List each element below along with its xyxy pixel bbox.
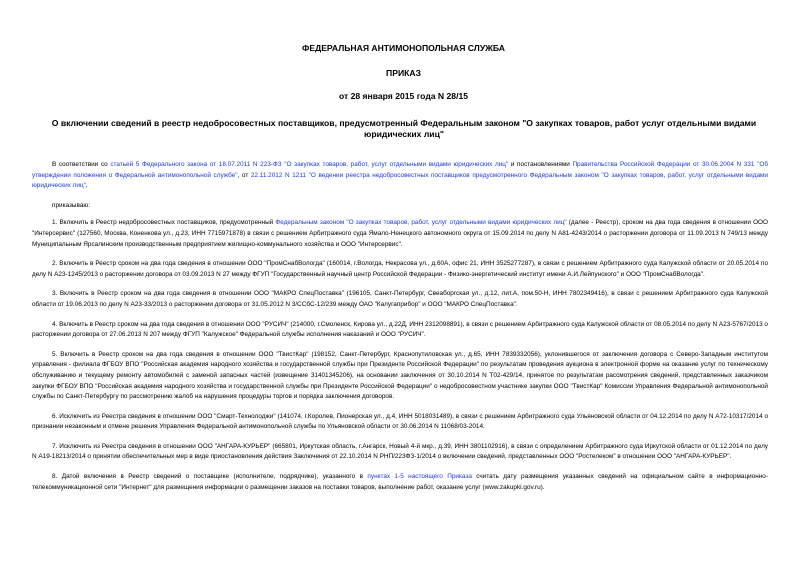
document-type: ПРИКАЗ — [386, 68, 421, 78]
item-4: 4. Включить в Реестр сроком на два года сведения в отношении ООО "РУСИЧ" (214000, г.Смоленск, Кирова ул., д.22Д, ИНН 2312098891), в связи с решением Арбитражного суда Калужской области от 08.05.2014 по делу N А23-5767/2013 о расторжении договора от 27.06.2013 N 207 между ФГУП "Калужское" Федеральной службы исполнения наказаний и ООО "РУСИЧ". — [32, 320, 768, 339]
law-link-223fz-item[interactable]: Федеральным законом "О закупках товаров, работ, услуг отдельными видами юридических лиц" — [275, 219, 567, 227]
item-text: 1. Включить в Реестр недобросовестных поставщиков, предусмотренный — [52, 219, 276, 227]
item-2: 2. Включить в Реестр сроком на два года сведения в отношении ООО "ПромСнабВологда" (160014, г.Вологда, Некрасова ул., д.60А, офис 21, ИНН 3525277287), в связи с решением Арбитражного суда Калужской области от 20.05.2014 по делу N А23-1245/2013 о расторжении договора от 03.09.2013 N 27 между ФГУП "Государственный научный центр Российской Федерации - Физико-энергетический институт имени А.И.Лейпунского" и ООО "ПромСнабВологда". — [32, 260, 768, 278]
preamble-text: , от — [237, 171, 251, 179]
order-word: приказываю: — [52, 201, 90, 209]
law-link-1211[interactable]: 22.11.2012 N 1211 "О ведении реестра недобросовестных поставщиков предусмотренного Федеральным законом "О закупках товаров, работ, услуг отдельными видами юридических лиц" — [32, 171, 769, 190]
document-subject: О включении сведений в реестр недобросовестных поставщиков, предусмотренный Федеральным законом "О закупках товаров, работ услуг отдельными видами юридических лиц" — [51, 118, 757, 139]
document-body — [32, 160, 768, 493]
law-link-331[interactable]: Правительства Российской Федерации от 30.06.2004 N 331 "Об утверждении положения о Федеральной антимонопольной службе" — [32, 161, 768, 179]
law-link-223fz[interactable]: статьей 5 Федерального закона от 18.07.2011 N 223-ФЗ "О закупках товаров, работ, услуг отдельными видами юридических лиц" — [110, 161, 509, 168]
item-5: 5. Включить в Реестр сроком на два года сведения в отношении ООО "ТвистКар" (198152, Санкт-Петербург, Краснопутиловская ул., д.65, ИНН 7839332056), уклонившегося от заключения договора с Северо-Западным институтом управления - филиала ФГБОУ ВПО "Российская академия народного хозяйства и государственной службы при Президенте Российской Федерации" по результатам проведения аукциона в электронной форме на оказание услуг по техническому обслуживанию и текущему ремонту автомобилей с заменой запасных частей (извещение 31401345206), на основании заключения от 30.10.2014 N Т02-429/14, принятое по результатам рассмотрения сведений, представленных заказчиком закупки ФГБОУ ВПО "Российская академия народного хозяйства и государственной службы при Президенте Российской Федерации" о недобросовестном участнике закупки ООО "ТвистКар" Комиссии Управления Федеральной антимонопольной службы по Санкт-Петербургу по рассмотрению жалоб на нарушения процедуры торгов и порядка заключения договоров. — [32, 350, 768, 401]
item-1 — [32, 218, 768, 250]
item-text: считать дату размещения указанных сведений на официальном сайте в информационно-телекоммуникационной сети "Интернет" для размещения информации о размещении заказов на поставки товаров, выполнение работ, оказание услуг (www.zakupki.gov.ru). — [32, 473, 768, 491]
item-text: 8. Датой включения в Реестр сведений о поставщике (исполнителе, подрядчике), указанного в — [52, 473, 368, 481]
preamble — [32, 160, 768, 192]
item-8 — [32, 472, 768, 493]
item-text: (далее - Реестр), сроком на два года сведения в отношении ООО "Интерсервис" (127560, Москва, Коненкова ул., д.23, ИНН 7715971878) в связи с решением Арбитражного суда Ямало-Ненецкого автономного округа от 15.09.2014 по делу N А81-4243/2014 о расторжении договора от 11.09.2013 N 749/13 между Муниципальным Ярсалинским производственным предприятием жилищно-коммунального хозяйства и ООО "Интерсервис". — [32, 219, 768, 248]
preamble-text: В соответствии со — [52, 161, 111, 168]
issuing-authority: ФЕДЕРАЛЬНАЯ АНТИМОНОПОЛЬНАЯ СЛУЖБА — [302, 43, 505, 53]
item-6: 6. Исключить из Реестра сведения в отношении ООО "Смарт-Технолоджи" (141074, г.Королев, Пионерская ул., д.4, ИНН 5018031489), в связи с решением Арбитражного суда Ульяновской области от 04.12.2014 по делу N А72-10317/2014 о признании незаконным и отмене решения Управления Федеральной антимонопольной службы по Ульяновской области от 30.06.2014 N 11068/03-2014. — [32, 412, 768, 431]
document-date-number: от 28 января 2015 года N 28/15 — [338, 91, 469, 101]
preamble-text: и постановлениями — [508, 161, 573, 168]
order-items-link[interactable]: пунктах 1-5 настоящего Приказа — [367, 473, 472, 481]
item-7: 7. Исключить из Реестра сведения в отношении ООО "АНГАРА-КУРЬЕР" (665801, Иркутская область, г.Ангарск, Новый 4-й мкр., д.39, ИНН 3801102916), в связи с определением Арбитражного суда Иркутской области от 01.12.2014 по делу N А19-18213/2014 о принятии обеспечительных мер в виде приостановления действия Заключения от 22.10.2014 N РНП/223ФЗ-1/2014 о включении сведений, представленных ООО "Ростелеком" в отношении ООО "АНГАРА-КУРЬЕР". — [32, 442, 768, 461]
item-3: 3. Включить в Реестр сроком на два года сведения в отношении ООО "МАКРО СпецПоставка" (196105, Санкт-Петербург, Свеаборгская ул., д.12, лит.А, пом.50-Н, ИНН 7802349416), в связи с решением Арбитражного суда Калужской области от 19.06.2013 по делу N А23-33/2013 о расторжении договора от 31.05.2012 N 3/ССбС-12/239 между ОАО "Калугаприбор" и ООО "МАКРО СпецПоставка". — [32, 290, 768, 308]
preamble-text: , — [85, 182, 88, 190]
